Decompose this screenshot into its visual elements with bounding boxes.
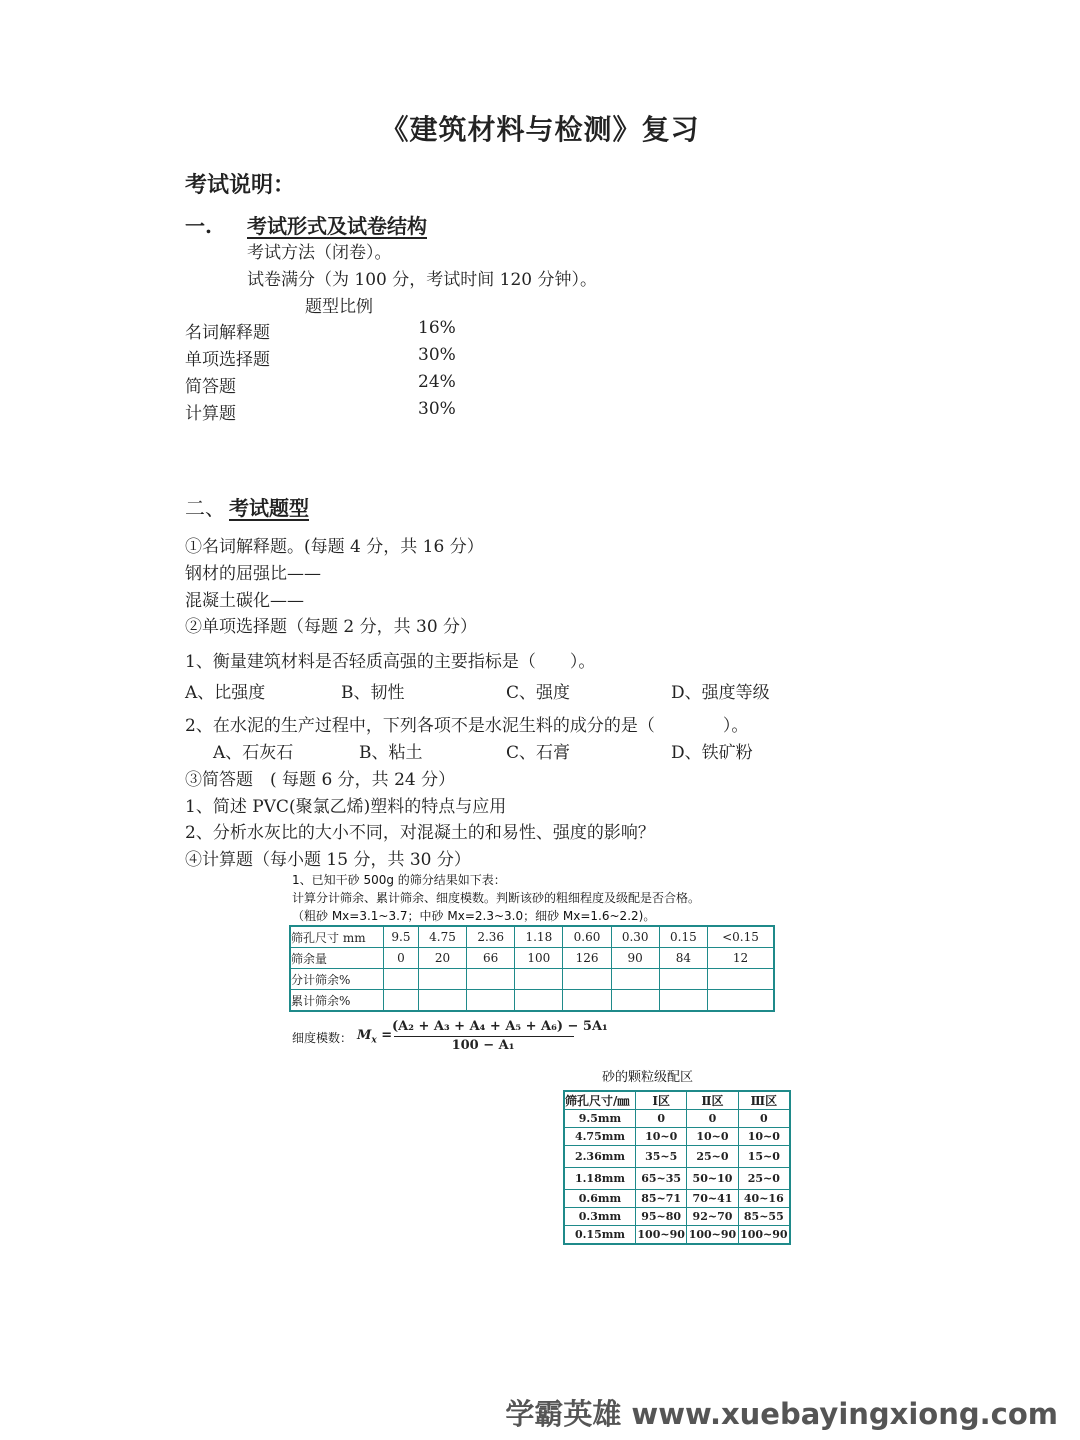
table-row [290, 969, 774, 990]
column-header: Ⅱ区 [687, 1091, 738, 1110]
exam-score: 试卷满分（为 100 分，考试时间 120 分钟）。 [247, 270, 598, 290]
ratio-name: 计算题 [185, 404, 236, 424]
table-row [564, 1190, 790, 1208]
table-cell: 10~0 [687, 1128, 738, 1146]
table-cell: 0.15 [659, 926, 707, 948]
section1-heading: 考试形式及试卷结构 [247, 214, 427, 238]
table-cell: 9.5 [384, 926, 419, 948]
table-cell: 0.60 [563, 926, 611, 948]
table-cell [659, 990, 707, 1012]
q2-1-option-d: D、强度等级 [671, 683, 770, 703]
table-cell: 100 [515, 948, 563, 969]
q2-question-2: 2、在水泥的生产过程中，下列各项不是水泥生料的成分的是（ ）。 [185, 716, 749, 736]
table-cell [515, 990, 563, 1012]
ratio-pct: 16% [418, 318, 456, 338]
table-cell: 126 [563, 948, 611, 969]
grading-table [563, 1090, 791, 1245]
table-cell: 4.75mm [564, 1128, 636, 1146]
table-cell [418, 990, 466, 1012]
q2-title: ②单项选择题（每题 2 分，共 30 分） [185, 617, 478, 637]
formula-label: 细度模数： [292, 1031, 353, 1045]
ratio-name: 单项选择题 [185, 350, 270, 370]
table-cell: 84 [659, 948, 707, 969]
table-row [564, 1146, 790, 1168]
table-cell: 0.15mm [564, 1226, 636, 1245]
table-cell: 0 [636, 1110, 687, 1128]
ratio-pct: 24% [418, 372, 456, 392]
q3-title: ③简答题 ( 每题 6 分，共 24 分） [185, 770, 456, 790]
grading-title: 砂的颗粒级配区 [602, 1070, 694, 1085]
table-cell [611, 969, 659, 990]
exam-note-heading: 考试说明： [185, 172, 296, 198]
table-cell: 20 [418, 948, 466, 969]
table-row [564, 1226, 790, 1245]
q2-2-option-d: D、铁矿粉 [671, 743, 753, 763]
table-cell [418, 969, 466, 990]
table-row [290, 990, 774, 1012]
table-cell: 0 [687, 1110, 738, 1128]
section2-heading: 考试题型 [229, 496, 309, 520]
ratio-name: 名词解释题 [185, 323, 270, 343]
q2-1-option-b: B、韧性 [341, 683, 405, 703]
calc-line-2: 计算分计筛余、累计筛余、细度模数。判断该砂的粗细程度及级配是否合格。 [292, 891, 701, 905]
watermark: 学霸英雄 www.xuebayingxiong.com [505, 1397, 1058, 1431]
table-cell: 25~0 [687, 1146, 738, 1168]
table-cell: 12 [707, 948, 774, 969]
table-cell: 0 [738, 1110, 790, 1128]
q2-1-option-a: A、比强度 [185, 683, 266, 703]
table-cell: <0.15 [707, 926, 774, 948]
table-cell: 10~0 [738, 1128, 790, 1146]
table-cell: 4.75 [418, 926, 466, 948]
table-cell: 85~71 [636, 1190, 687, 1208]
q2-1-option-c: C、强度 [506, 683, 571, 703]
table-cell: 10~0 [636, 1128, 687, 1146]
column-header: Ⅲ区 [738, 1091, 790, 1110]
q1-term-b: 混凝土碳化—— [185, 591, 304, 611]
table-cell: 0.30 [611, 926, 659, 948]
table-cell: 92~70 [687, 1208, 738, 1226]
calc-line-3: （粗砂 Mx=3.1~3.7；中砂 Mx=2.3~3.0；细砂 Mx=1.6~2.2)。 [292, 909, 656, 923]
table-cell [467, 990, 515, 1012]
column-header: 筛孔尺寸/㎜ [564, 1091, 636, 1110]
table-cell [563, 969, 611, 990]
table-cell [707, 969, 774, 990]
page-title: 《建筑材料与检测》复习 [380, 113, 700, 146]
table-cell: 50~10 [687, 1168, 738, 1190]
table-cell: 9.5mm [564, 1110, 636, 1128]
ratio-name: 简答题 [185, 377, 236, 397]
table-cell [611, 990, 659, 1012]
table-cell: 66 [467, 948, 515, 969]
ratio-pct: 30% [418, 345, 456, 365]
table-header-row [564, 1091, 790, 1110]
table-cell: 100~90 [738, 1226, 790, 1245]
row-label: 累计筛余% [290, 990, 384, 1012]
column-header: Ⅰ区 [636, 1091, 687, 1110]
fraction-bar [394, 1036, 574, 1037]
table-cell: 2.36mm [564, 1146, 636, 1168]
table-cell [384, 990, 419, 1012]
row-label: 筛余量 [290, 948, 384, 969]
row-label: 筛孔尺寸 mm [290, 926, 384, 948]
table-cell: 15~0 [738, 1146, 790, 1168]
table-cell: 90 [611, 948, 659, 969]
formula-symbol: M [357, 1028, 372, 1043]
q2-2-option-b: B、粘土 [359, 743, 423, 763]
formula-denominator: 100 − A₁ [451, 1038, 515, 1053]
formula-subscript: x [371, 1035, 377, 1046]
formula-numerator: (A₂ + A₃ + A₄ + A₅ + A₆) − 5A₁ [392, 1019, 608, 1034]
q3-question-2: 2、分析水灰比的大小不同，对混凝土的和易性、强度的影响？ [185, 823, 655, 843]
table-cell [659, 969, 707, 990]
formula-lhs: $M_x$ = [357, 1028, 393, 1046]
table-cell: 65~35 [636, 1168, 687, 1190]
table-cell: 100~90 [687, 1226, 738, 1245]
table-cell: 35~5 [636, 1146, 687, 1168]
table-row [564, 1110, 790, 1128]
table-cell: 25~0 [738, 1168, 790, 1190]
q1-title: ①名词解释题。(每题 4 分，共 16 分） [185, 537, 484, 557]
row-label: 分计筛余% [290, 969, 384, 990]
section1-number: 一. [185, 214, 212, 238]
q4-title: ④计算题（每小题 15 分，共 30 分） [185, 850, 471, 870]
q2-question-1: 1、衡量建筑材料是否轻质高强的主要指标是（ ）。 [185, 652, 596, 672]
q1-term-a: 钢材的屈强比—— [185, 564, 321, 584]
q2-2-option-a: A、石灰石 [213, 743, 294, 763]
table-cell [515, 969, 563, 990]
table-cell [563, 990, 611, 1012]
ratio-pct: 30% [418, 399, 456, 419]
table-cell [384, 969, 419, 990]
table-cell: 40~16 [738, 1190, 790, 1208]
table-cell [467, 969, 515, 990]
table-row [290, 948, 774, 969]
q2-2-option-c: C、石膏 [506, 743, 571, 763]
q3-question-1: 1、简述 PVC(聚氯乙烯)塑料的特点与应用 [185, 797, 507, 817]
exam-method: 考试方法（闭卷）。 [247, 243, 392, 263]
table-row [564, 1208, 790, 1226]
table-row [290, 926, 774, 948]
section2-number: 二、 [185, 496, 225, 520]
ratio-title: 题型比例 [305, 297, 373, 317]
calc-line-1: 1、已知干砂 500g 的筛分结果如下表： [292, 873, 506, 887]
table-cell: 95~80 [636, 1208, 687, 1226]
table-cell [707, 990, 774, 1012]
table-cell: 0 [384, 948, 419, 969]
table-cell: 2.36 [467, 926, 515, 948]
table-cell: 1.18 [515, 926, 563, 948]
table-cell: 0.3mm [564, 1208, 636, 1226]
table-cell: 100~90 [636, 1226, 687, 1245]
table-cell: 70~41 [687, 1190, 738, 1208]
table-cell: 1.18mm [564, 1168, 636, 1190]
sieve-table [289, 925, 775, 1012]
table-cell: 85~55 [738, 1208, 790, 1226]
table-row [564, 1168, 790, 1190]
table-row [564, 1128, 790, 1146]
table-cell: 0.6mm [564, 1190, 636, 1208]
